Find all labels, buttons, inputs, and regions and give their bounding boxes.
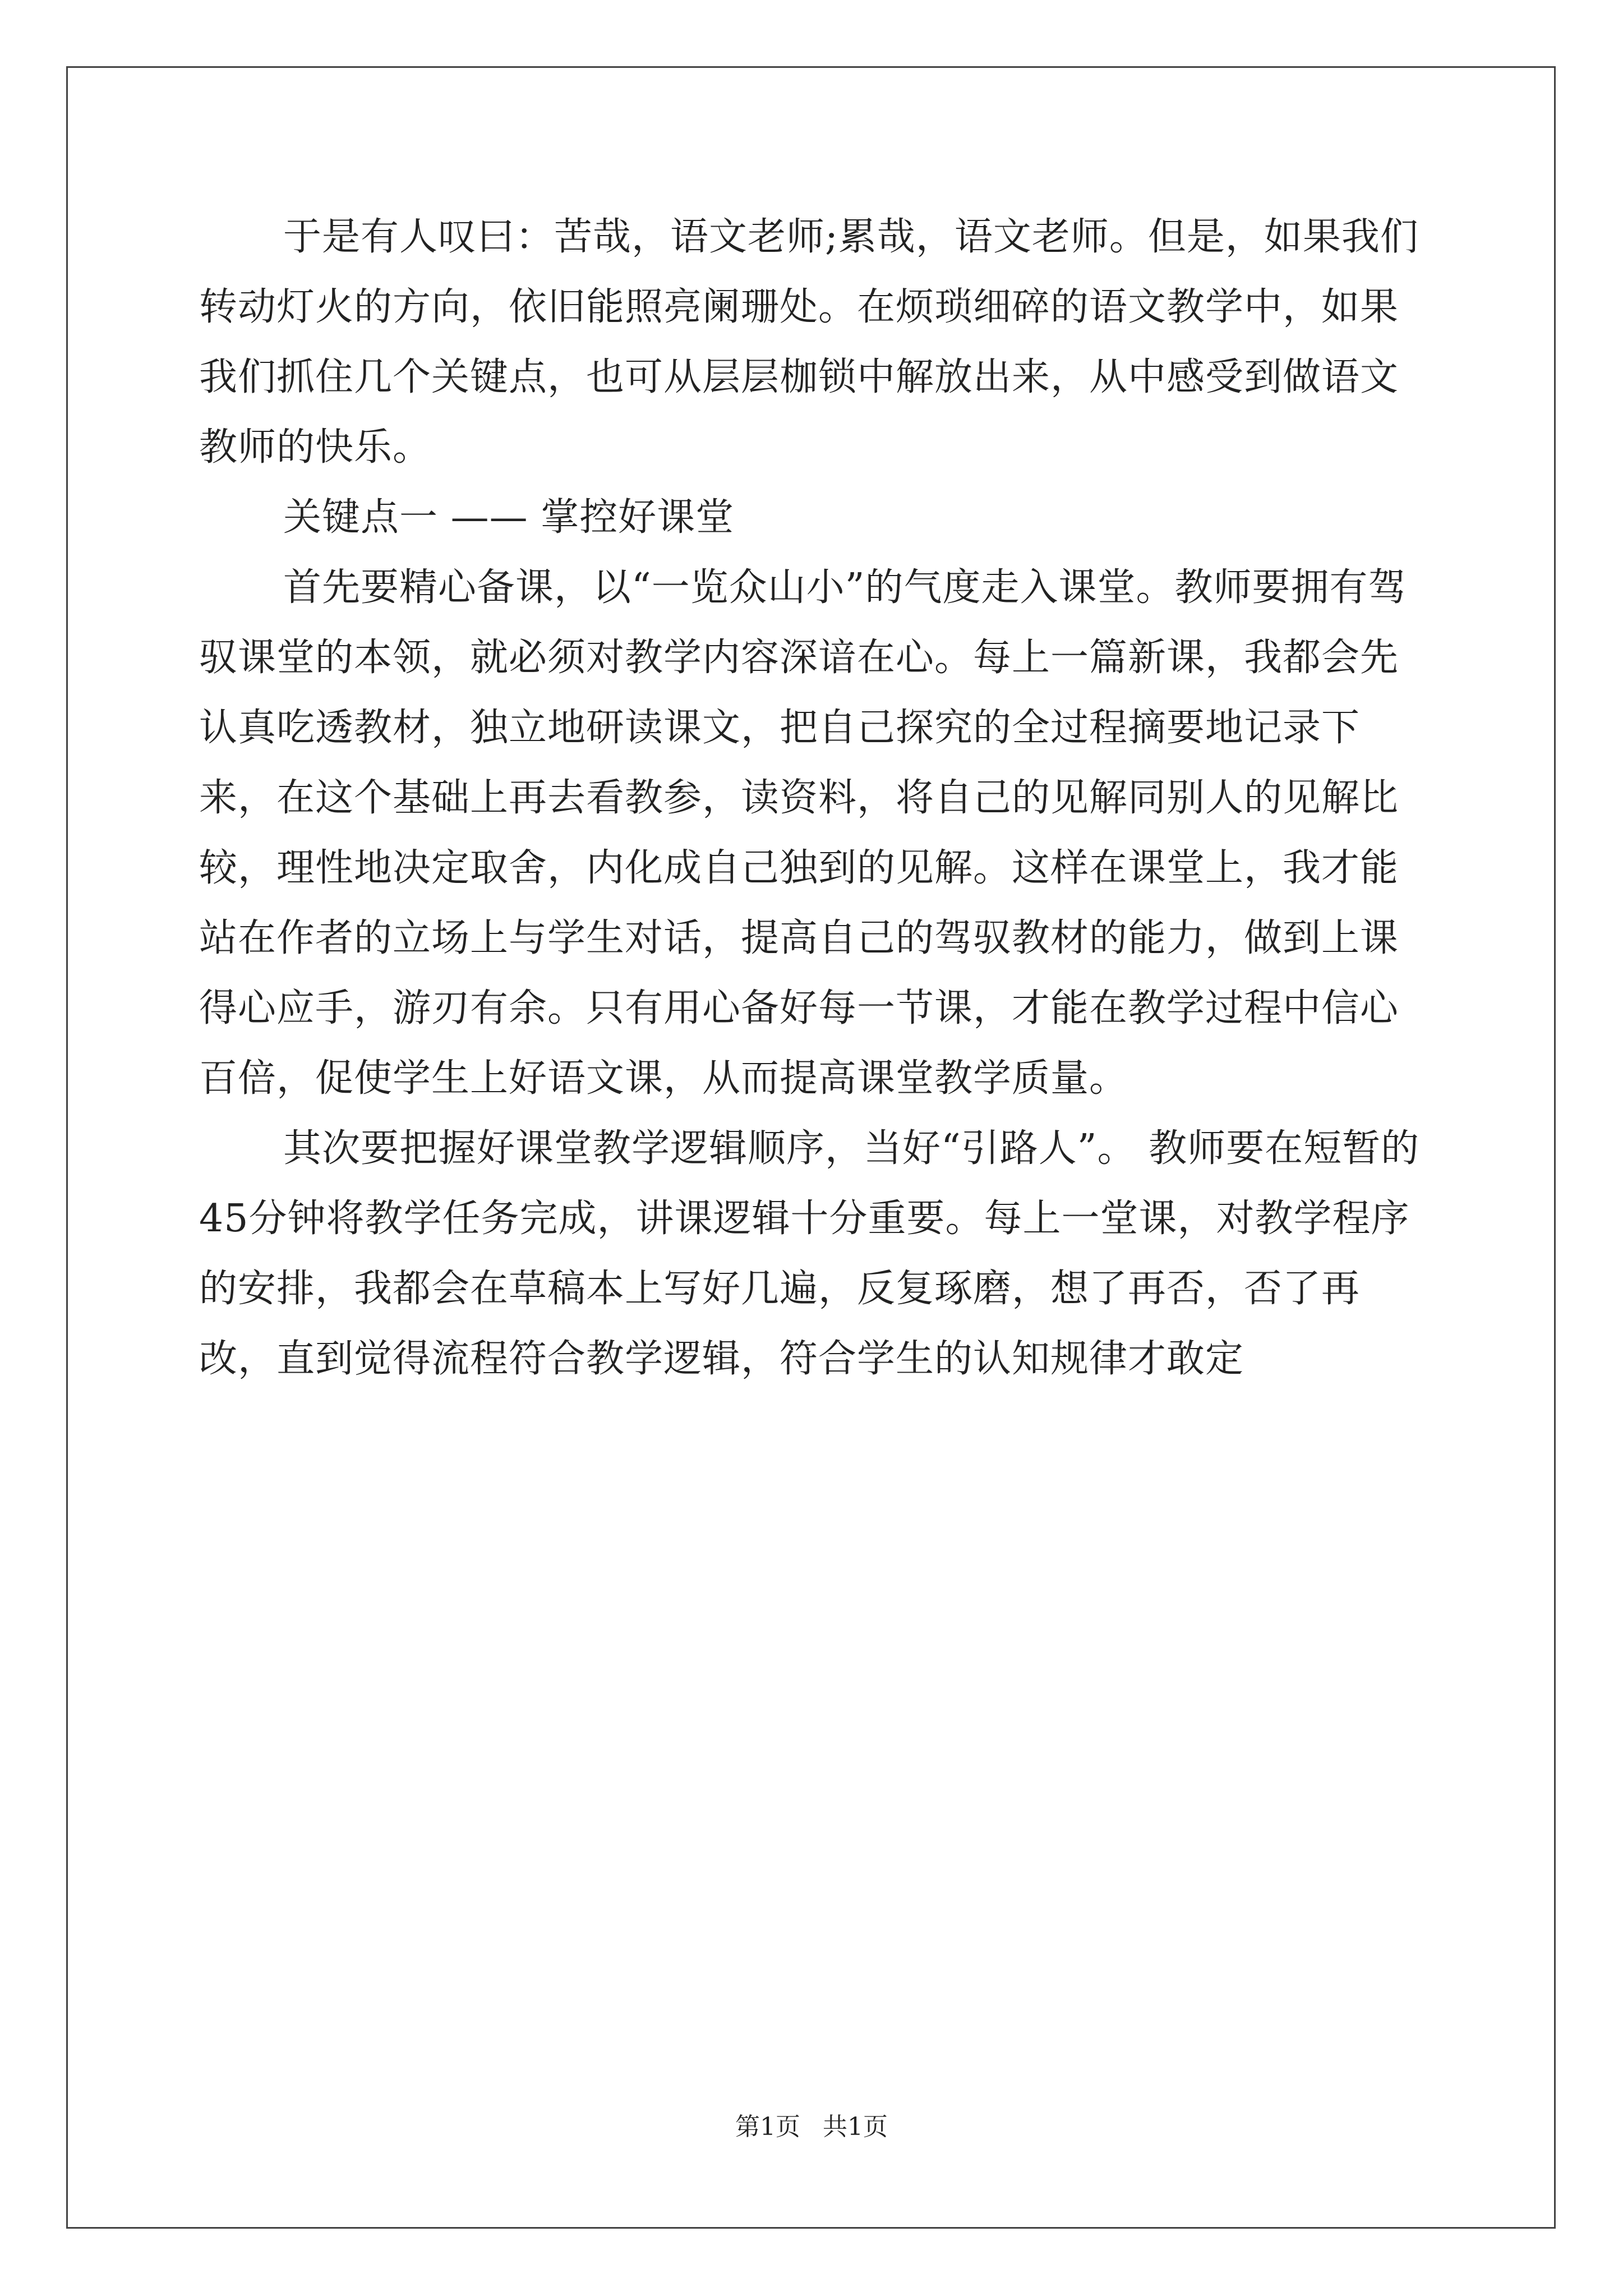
page-total: 共1页 (823, 2113, 888, 2141)
paragraph-lesson-logic: 其次要把握好课堂教学逻辑顺序，当好“引路人”。 教师要在短暂的45分钟将教学任务完成，讲课逻辑十分重要。每上一堂课，对教学程序的安排，我都会在草稿本上写好几遍，反复琢磨，想了再否，否了再改，直到觉得流程符合教学逻辑，符合学生的认知规律才敢定 (199, 1126, 1420, 1381)
paragraph-intro: 于是有人叹曰：苦哉，语文老师;累哉，语文老师。但是，如果我们转动灯火的方向，依旧能照亮阑珊处。在烦琐细碎的语文教学中，如果我们抓住几个关键点，也可从层层枷锁中解放出来，从中感受到做语文教师的快乐。 (199, 215, 1419, 470)
paragraph-prepare-lessons: 首先要精心备课，以“一览众山小”的气度走入课堂。教师要拥有驾驭课堂的本领，就必须对教学内容深谙在心。每上一篇新课，我都会先认真吃透教材，独立地研读课文，把自己探究的全过程摘要地记录下来，在这个基础上再去看教参，读资料，将自己的见解同别人的见解比较，理性地决定取舍，内化成自己独到的见解。这样在课堂上，我才能站在作者的立场上与学生对话，提高自己的驾驭教材的能力，做到上课得心应手，游刃有余。只有用心备好每一节课，才能在教学过程中信心百倍，促使学生上好语文课，从而提高课堂教学质量。 (199, 565, 1407, 1101)
page-footer (0, 2106, 1623, 2142)
document-body (199, 202, 1433, 1394)
section-heading: 关键点一 —— 掌控好课堂 (283, 495, 735, 540)
page-number: 第1页 (735, 2113, 800, 2141)
